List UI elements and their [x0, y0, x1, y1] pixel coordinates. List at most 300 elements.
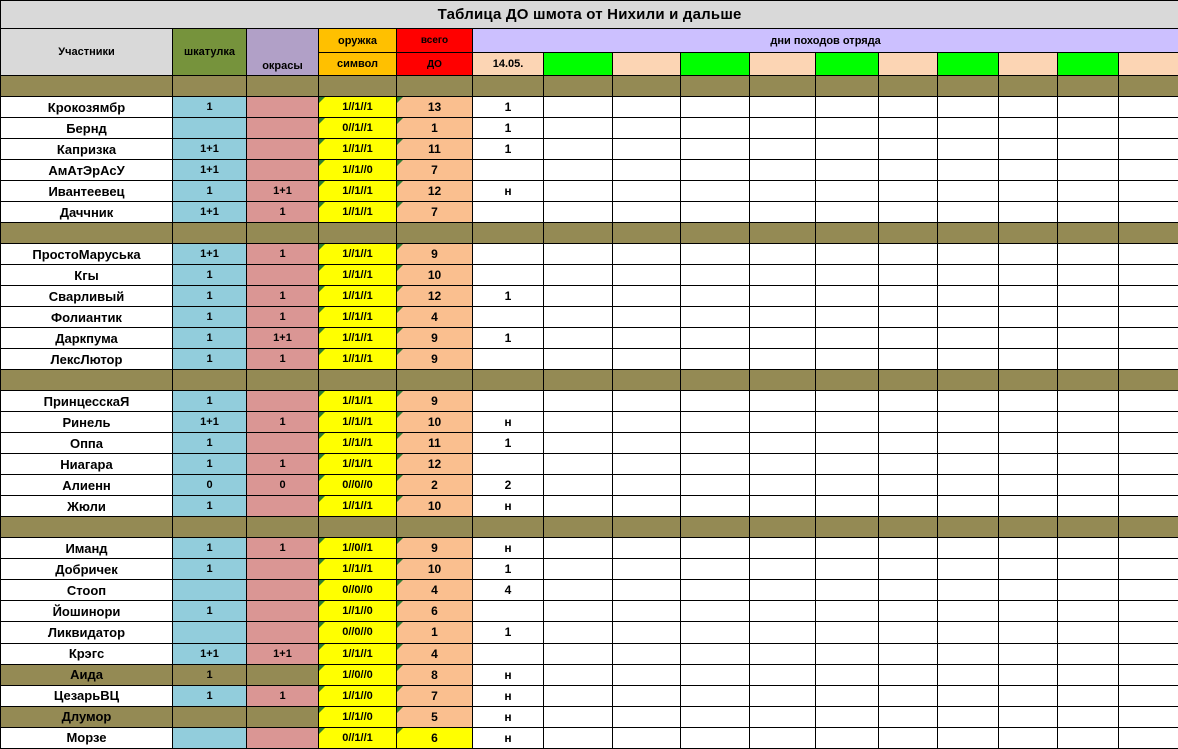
day-cell[interactable]	[473, 643, 544, 664]
day-cell[interactable]	[816, 244, 879, 265]
day-cell[interactable]	[938, 265, 999, 286]
weapon-cell[interactable]: 1//1//0	[319, 706, 397, 727]
box-cell[interactable]: 1+1	[173, 139, 247, 160]
day-cell[interactable]	[750, 622, 816, 643]
weapon-cell[interactable]: 1//1//1	[319, 433, 397, 454]
day-cell[interactable]	[938, 685, 999, 706]
day-cell[interactable]	[1058, 286, 1119, 307]
day-cell[interactable]	[1058, 160, 1119, 181]
day-cell[interactable]	[879, 349, 938, 370]
day-cell[interactable]	[473, 265, 544, 286]
day-cell[interactable]	[750, 580, 816, 601]
day-cell[interactable]	[879, 601, 938, 622]
day-cell[interactable]	[681, 664, 750, 685]
day-cell[interactable]	[750, 118, 816, 139]
day-cell[interactable]	[938, 559, 999, 580]
participant-name[interactable]: Крокозямбр	[1, 97, 173, 118]
total-cell[interactable]: 4	[397, 580, 473, 601]
day-cell[interactable]	[544, 664, 613, 685]
day-cell[interactable]	[544, 202, 613, 223]
day-cell[interactable]	[938, 496, 999, 517]
participant-name[interactable]: Бернд	[1, 118, 173, 139]
box-cell[interactable]	[173, 622, 247, 643]
box-cell[interactable]: 1	[173, 307, 247, 328]
day-cell[interactable]	[879, 244, 938, 265]
day-cell[interactable]	[1119, 160, 1178, 181]
day-cell[interactable]	[544, 118, 613, 139]
day-cell[interactable]	[613, 139, 681, 160]
day-cell[interactable]	[750, 328, 816, 349]
participant-name[interactable]: Даркпума	[1, 328, 173, 349]
day-cell[interactable]: н	[473, 412, 544, 433]
day-cell[interactable]	[681, 328, 750, 349]
day-cell[interactable]	[999, 685, 1058, 706]
day-cell[interactable]	[1058, 727, 1119, 748]
day-cell[interactable]	[879, 181, 938, 202]
total-cell[interactable]: 7	[397, 202, 473, 223]
day-cell[interactable]	[544, 391, 613, 412]
weapon-cell[interactable]: 1//0//0	[319, 664, 397, 685]
dye-cell[interactable]: 1	[247, 202, 319, 223]
dye-cell[interactable]: 1	[247, 244, 319, 265]
dye-cell[interactable]: 1	[247, 349, 319, 370]
weapon-cell[interactable]: 1//1//0	[319, 685, 397, 706]
day-cell[interactable]	[473, 391, 544, 412]
weapon-cell[interactable]: 1//1//1	[319, 202, 397, 223]
participant-name[interactable]: Капризка	[1, 139, 173, 160]
dye-cell[interactable]	[247, 664, 319, 685]
day-cell[interactable]	[750, 559, 816, 580]
day-cell[interactable]	[816, 559, 879, 580]
day-cell[interactable]	[938, 307, 999, 328]
day-cell[interactable]	[879, 727, 938, 748]
day-cell[interactable]	[1058, 349, 1119, 370]
day-cell[interactable]	[544, 475, 613, 496]
day-cell[interactable]	[613, 727, 681, 748]
day-cell[interactable]: н	[473, 538, 544, 559]
day-cell[interactable]	[938, 706, 999, 727]
day-cell[interactable]	[544, 433, 613, 454]
day-cell[interactable]	[938, 727, 999, 748]
day-cell[interactable]	[938, 97, 999, 118]
day-slot[interactable]	[681, 53, 750, 76]
day-cell[interactable]	[999, 601, 1058, 622]
day-cell[interactable]	[816, 328, 879, 349]
day-cell[interactable]	[544, 160, 613, 181]
total-cell[interactable]: 5	[397, 706, 473, 727]
participant-name[interactable]: Аида	[1, 664, 173, 685]
day-cell[interactable]	[879, 97, 938, 118]
day-cell[interactable]	[544, 244, 613, 265]
day-cell[interactable]	[1119, 349, 1178, 370]
total-cell[interactable]: 6	[397, 727, 473, 748]
day-cell[interactable]	[473, 454, 544, 475]
weapon-cell[interactable]: 0//0//0	[319, 475, 397, 496]
day-cell[interactable]	[999, 643, 1058, 664]
day-cell[interactable]	[544, 349, 613, 370]
day-cell[interactable]	[879, 538, 938, 559]
day-cell[interactable]	[999, 202, 1058, 223]
day-cell[interactable]	[879, 454, 938, 475]
day-cell[interactable]: н	[473, 727, 544, 748]
day-cell[interactable]	[681, 118, 750, 139]
day-cell[interactable]	[1119, 538, 1178, 559]
day-cell[interactable]	[613, 496, 681, 517]
total-cell[interactable]: 9	[397, 328, 473, 349]
day-cell[interactable]: н	[473, 706, 544, 727]
participant-name[interactable]: Стооп	[1, 580, 173, 601]
total-cell[interactable]: 6	[397, 601, 473, 622]
day-cell[interactable]	[938, 286, 999, 307]
day-cell[interactable]	[681, 622, 750, 643]
day-cell[interactable]	[879, 328, 938, 349]
day-cell[interactable]	[816, 475, 879, 496]
day-cell[interactable]	[938, 160, 999, 181]
participant-name[interactable]: Алиенн	[1, 475, 173, 496]
day-cell[interactable]	[938, 181, 999, 202]
total-cell[interactable]: 1	[397, 118, 473, 139]
day-cell[interactable]	[1058, 265, 1119, 286]
day-cell[interactable]	[613, 433, 681, 454]
day-cell[interactable]	[938, 412, 999, 433]
total-cell[interactable]: 4	[397, 307, 473, 328]
day-cell[interactable]	[1058, 601, 1119, 622]
participant-name[interactable]: Сварливый	[1, 286, 173, 307]
dye-cell[interactable]	[247, 139, 319, 160]
dye-cell[interactable]	[247, 391, 319, 412]
day-cell[interactable]	[1058, 643, 1119, 664]
box-cell[interactable]: 1	[173, 664, 247, 685]
box-cell[interactable]: 1	[173, 265, 247, 286]
day-cell[interactable]	[681, 643, 750, 664]
total-cell[interactable]: 9	[397, 244, 473, 265]
day-cell[interactable]	[816, 265, 879, 286]
box-cell[interactable]: 1	[173, 328, 247, 349]
day-cell[interactable]	[681, 391, 750, 412]
day-cell[interactable]	[681, 433, 750, 454]
dye-cell[interactable]	[247, 160, 319, 181]
weapon-cell[interactable]: 1//0//1	[319, 538, 397, 559]
weapon-cell[interactable]: 1//1//1	[319, 496, 397, 517]
day-cell[interactable]	[473, 160, 544, 181]
day-cell[interactable]	[681, 265, 750, 286]
box-cell[interactable]: 1+1	[173, 244, 247, 265]
weapon-cell[interactable]: 1//1//0	[319, 601, 397, 622]
participant-name[interactable]: Кгы	[1, 265, 173, 286]
day-cell[interactable]	[879, 286, 938, 307]
day-cell[interactable]	[938, 664, 999, 685]
day-cell[interactable]	[613, 664, 681, 685]
day-cell[interactable]	[1119, 496, 1178, 517]
day-cell[interactable]	[1119, 97, 1178, 118]
day-cell[interactable]	[544, 496, 613, 517]
weapon-cell[interactable]: 0//1//1	[319, 727, 397, 748]
dye-cell[interactable]: 1	[247, 685, 319, 706]
total-cell[interactable]: 9	[397, 391, 473, 412]
day-cell[interactable]	[544, 685, 613, 706]
weapon-cell[interactable]: 0//0//0	[319, 622, 397, 643]
day-cell[interactable]	[938, 244, 999, 265]
total-cell[interactable]: 7	[397, 685, 473, 706]
day-cell[interactable]: 1	[473, 97, 544, 118]
box-cell[interactable]: 1	[173, 496, 247, 517]
total-cell[interactable]: 11	[397, 433, 473, 454]
day-cell[interactable]	[681, 202, 750, 223]
day-cell[interactable]	[999, 307, 1058, 328]
day-slot[interactable]	[938, 53, 999, 76]
day-cell[interactable]	[1119, 286, 1178, 307]
day-cell[interactable]	[816, 622, 879, 643]
day-cell[interactable]	[750, 601, 816, 622]
day-cell[interactable]	[1119, 727, 1178, 748]
box-cell[interactable]: 1	[173, 454, 247, 475]
day-cell[interactable]	[816, 97, 879, 118]
weapon-cell[interactable]: 1//1//0	[319, 160, 397, 181]
box-cell[interactable]	[173, 580, 247, 601]
day-cell[interactable]	[750, 454, 816, 475]
day-cell[interactable]	[473, 244, 544, 265]
day-cell[interactable]	[681, 181, 750, 202]
participant-name[interactable]: Жюли	[1, 496, 173, 517]
participant-name[interactable]: Добричек	[1, 559, 173, 580]
day-cell[interactable]	[938, 643, 999, 664]
day-cell[interactable]	[1119, 118, 1178, 139]
day-cell[interactable]	[938, 601, 999, 622]
day-cell[interactable]	[613, 160, 681, 181]
day-cell[interactable]	[544, 328, 613, 349]
day-cell[interactable]	[544, 412, 613, 433]
day-cell[interactable]	[879, 580, 938, 601]
day-cell[interactable]	[613, 601, 681, 622]
day-cell[interactable]	[999, 538, 1058, 559]
day-cell[interactable]	[1119, 643, 1178, 664]
day-cell[interactable]	[816, 286, 879, 307]
day-cell[interactable]	[750, 496, 816, 517]
day-cell[interactable]	[1058, 244, 1119, 265]
weapon-cell[interactable]: 1//1//1	[319, 643, 397, 664]
day-cell[interactable]	[1058, 538, 1119, 559]
day-cell[interactable]	[999, 244, 1058, 265]
day-cell[interactable]	[999, 391, 1058, 412]
day-cell[interactable]	[999, 349, 1058, 370]
box-cell[interactable]: 1	[173, 685, 247, 706]
day-cell[interactable]	[681, 286, 750, 307]
box-cell[interactable]	[173, 118, 247, 139]
day-slot[interactable]	[544, 53, 613, 76]
day-cell[interactable]	[879, 139, 938, 160]
weapon-cell[interactable]: 1//1//1	[319, 181, 397, 202]
day-cell[interactable]	[750, 643, 816, 664]
day-cell[interactable]	[938, 328, 999, 349]
day-cell[interactable]	[544, 643, 613, 664]
day-cell[interactable]	[681, 160, 750, 181]
day-cell[interactable]	[613, 412, 681, 433]
total-cell[interactable]: 13	[397, 97, 473, 118]
day-cell[interactable]	[938, 580, 999, 601]
day-cell[interactable]	[816, 391, 879, 412]
day-cell[interactable]	[613, 391, 681, 412]
day-cell[interactable]	[473, 349, 544, 370]
day-cell[interactable]	[816, 580, 879, 601]
day-cell[interactable]	[816, 685, 879, 706]
day-cell[interactable]	[544, 265, 613, 286]
day-cell[interactable]	[1119, 139, 1178, 160]
dye-cell[interactable]	[247, 559, 319, 580]
day-cell[interactable]	[1058, 181, 1119, 202]
total-cell[interactable]: 10	[397, 559, 473, 580]
day-cell[interactable]	[750, 412, 816, 433]
day-cell[interactable]	[750, 97, 816, 118]
day-cell[interactable]	[544, 97, 613, 118]
day-cell[interactable]: 2	[473, 475, 544, 496]
day-cell[interactable]	[1119, 412, 1178, 433]
day-cell[interactable]: 1	[473, 433, 544, 454]
day-cell[interactable]	[816, 118, 879, 139]
day-cell[interactable]	[473, 202, 544, 223]
day-cell[interactable]	[1058, 433, 1119, 454]
total-cell[interactable]: 2	[397, 475, 473, 496]
day-cell[interactable]	[613, 580, 681, 601]
day-cell[interactable]	[879, 412, 938, 433]
day-cell[interactable]: н	[473, 496, 544, 517]
day-cell[interactable]	[999, 454, 1058, 475]
box-cell[interactable]: 1	[173, 181, 247, 202]
box-cell[interactable]: 1+1	[173, 202, 247, 223]
day-cell[interactable]	[879, 622, 938, 643]
weapon-cell[interactable]: 0//1//1	[319, 118, 397, 139]
day-cell[interactable]	[938, 433, 999, 454]
total-cell[interactable]: 10	[397, 412, 473, 433]
day-cell[interactable]	[613, 328, 681, 349]
box-cell[interactable]: 1+1	[173, 643, 247, 664]
day-cell[interactable]	[1058, 580, 1119, 601]
day-cell[interactable]	[750, 706, 816, 727]
participant-name[interactable]: Ринель	[1, 412, 173, 433]
day-cell[interactable]	[879, 391, 938, 412]
day-cell[interactable]	[1119, 265, 1178, 286]
total-cell[interactable]: 4	[397, 643, 473, 664]
participant-name[interactable]: Ликвидатор	[1, 622, 173, 643]
day-cell[interactable]	[879, 475, 938, 496]
day-cell[interactable]	[1058, 391, 1119, 412]
weapon-cell[interactable]: 1//1//1	[319, 454, 397, 475]
dye-cell[interactable]	[247, 265, 319, 286]
day-cell[interactable]	[750, 349, 816, 370]
day-cell[interactable]	[681, 307, 750, 328]
day-cell[interactable]: н	[473, 181, 544, 202]
day-cell[interactable]	[938, 475, 999, 496]
day-cell[interactable]	[938, 349, 999, 370]
day-cell[interactable]	[750, 160, 816, 181]
day-cell[interactable]: 1	[473, 118, 544, 139]
weapon-cell[interactable]: 1//1//1	[319, 328, 397, 349]
day-cell[interactable]	[999, 139, 1058, 160]
day-cell[interactable]: 1	[473, 559, 544, 580]
day-cell[interactable]	[681, 475, 750, 496]
day-cell[interactable]	[750, 538, 816, 559]
day-cell[interactable]: 1	[473, 139, 544, 160]
day-cell[interactable]	[999, 160, 1058, 181]
day-cell[interactable]: н	[473, 685, 544, 706]
day-cell[interactable]	[544, 454, 613, 475]
box-cell[interactable]: 1	[173, 538, 247, 559]
day-cell[interactable]	[681, 706, 750, 727]
day-cell[interactable]	[999, 496, 1058, 517]
day-cell[interactable]	[1119, 391, 1178, 412]
day-cell[interactable]	[681, 601, 750, 622]
day-cell[interactable]	[999, 433, 1058, 454]
day-cell[interactable]	[613, 538, 681, 559]
total-cell[interactable]: 9	[397, 349, 473, 370]
day-cell[interactable]	[816, 202, 879, 223]
day-cell[interactable]	[750, 685, 816, 706]
day-cell[interactable]	[613, 97, 681, 118]
total-cell[interactable]: 9	[397, 538, 473, 559]
day-cell[interactable]	[879, 706, 938, 727]
day-slot[interactable]	[999, 53, 1058, 76]
day-cell[interactable]	[613, 706, 681, 727]
day-cell[interactable]: 4	[473, 580, 544, 601]
day-cell[interactable]	[1058, 412, 1119, 433]
day-cell[interactable]	[613, 559, 681, 580]
day-cell[interactable]	[1058, 454, 1119, 475]
box-cell[interactable]: 1	[173, 391, 247, 412]
day-cell[interactable]	[750, 244, 816, 265]
day-cell[interactable]	[938, 454, 999, 475]
day-cell[interactable]	[999, 622, 1058, 643]
day-cell[interactable]	[879, 307, 938, 328]
box-cell[interactable]: 1+1	[173, 412, 247, 433]
box-cell[interactable]: 1+1	[173, 160, 247, 181]
day-cell[interactable]	[816, 601, 879, 622]
weapon-cell[interactable]: 1//1//1	[319, 286, 397, 307]
day-cell[interactable]	[1119, 580, 1178, 601]
day-cell[interactable]	[473, 601, 544, 622]
total-cell[interactable]: 12	[397, 181, 473, 202]
day-slot[interactable]	[750, 53, 816, 76]
day-cell[interactable]	[613, 454, 681, 475]
day-cell[interactable]	[681, 580, 750, 601]
day-cell[interactable]	[999, 559, 1058, 580]
day-cell[interactable]	[1119, 328, 1178, 349]
day-cell[interactable]	[938, 622, 999, 643]
day-cell[interactable]	[816, 454, 879, 475]
participant-name[interactable]: Даччник	[1, 202, 173, 223]
day-cell[interactable]	[999, 664, 1058, 685]
day-cell[interactable]	[613, 286, 681, 307]
day-cell[interactable]	[1119, 433, 1178, 454]
day-cell[interactable]	[544, 559, 613, 580]
day-cell[interactable]	[750, 664, 816, 685]
day-cell[interactable]	[544, 601, 613, 622]
box-cell[interactable]: 1	[173, 601, 247, 622]
day-cell[interactable]	[681, 496, 750, 517]
day-cell[interactable]	[681, 559, 750, 580]
total-cell[interactable]: 12	[397, 454, 473, 475]
weapon-cell[interactable]: 1//1//1	[319, 265, 397, 286]
day-cell[interactable]	[613, 643, 681, 664]
day-cell[interactable]	[816, 139, 879, 160]
day-cell[interactable]	[1119, 475, 1178, 496]
day-cell[interactable]	[613, 475, 681, 496]
day-cell[interactable]	[816, 538, 879, 559]
box-cell[interactable]: 1	[173, 97, 247, 118]
day-cell[interactable]	[1119, 202, 1178, 223]
total-cell[interactable]: 10	[397, 496, 473, 517]
dye-cell[interactable]	[247, 433, 319, 454]
day-cell[interactable]	[999, 580, 1058, 601]
participant-name[interactable]: Крэгс	[1, 643, 173, 664]
